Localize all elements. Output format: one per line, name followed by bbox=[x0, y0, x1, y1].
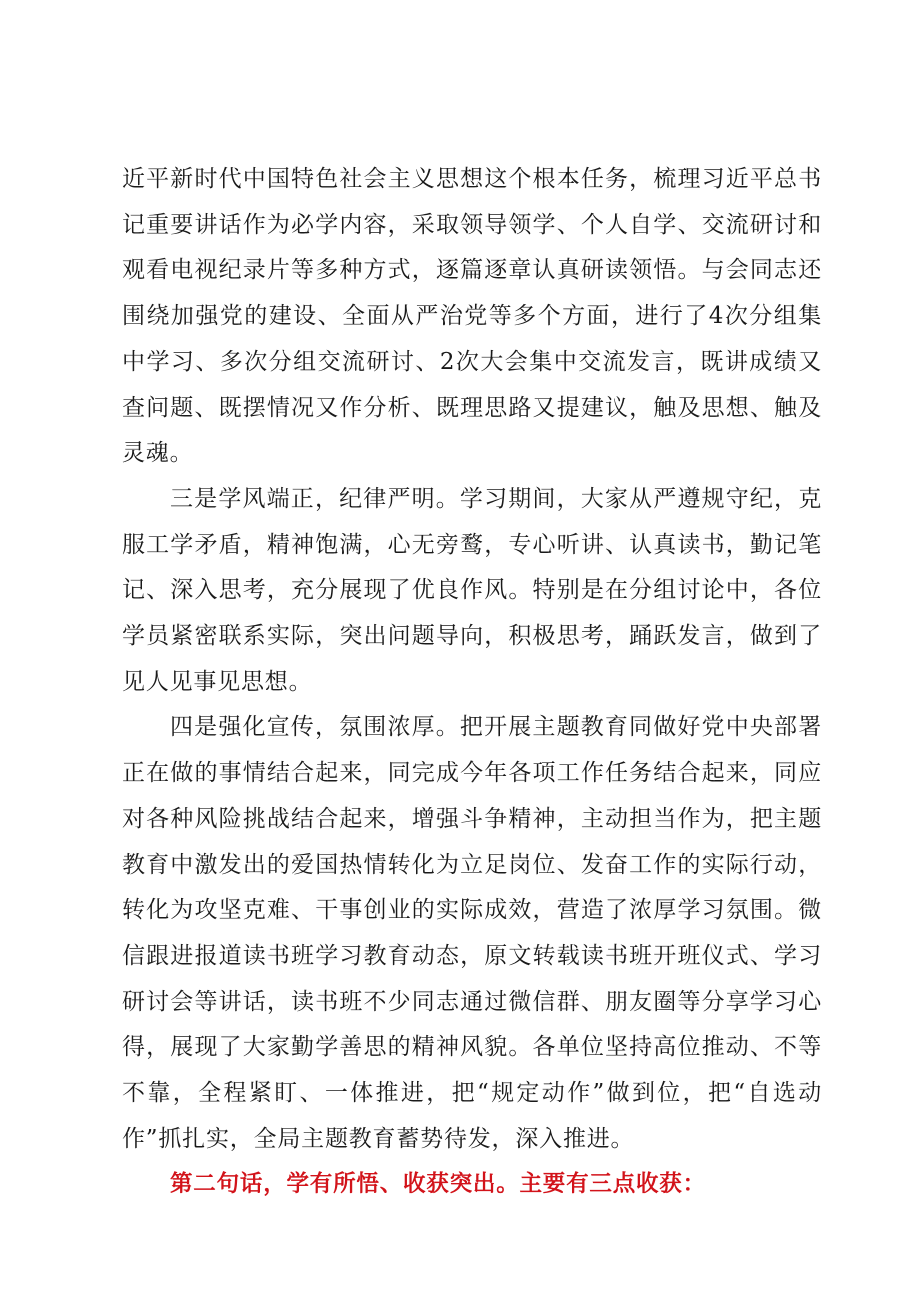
document-body bbox=[122, 157, 822, 1208]
paragraph-study-style: 三是学风端正，纪律严明。学习期间，大家从严遵规守纪，克服工学矛盾，精神饱满，心无旁鹜，专心听讲、认真读书，勤记笔记、深入思考，充分展现了优良作风。特别是在分组讨论中，各位学员紧密联系实际，突出问题导向，积极思考，踊跃发言，做到了见人见事见思想。 bbox=[122, 485, 822, 695]
paragraph-continued: 近平新时代中国特色社会主义思想这个根本任务，梳理习近平总书记重要讲话作为必学内容，采取领导领学、个人自学、交流研讨和观看电视纪录片等多种方式，逐篇逐章认真研读领悟。与会同志还围绕加强党的建设、全面从严治党等多个方面，进行了4次分组集中学习、多次分组交流研讨、2次大会集中交流发言，既讲成绩又查问题、既摆情况又作分析、既理思路又提建议，触及思想、触及灵魂。 bbox=[122, 166, 822, 467]
section-heading: 第二句话，学有所悟、收获突出。主要有三点收获： bbox=[170, 1171, 706, 1198]
paragraph-publicity: 四是强化宣传，氛围浓厚。把开展主题教育同做好党中央部署正在做的事情结合起来，同完成今年各项工作任务结合起来，同应对各种风险挑战结合起来，增强斗争精神，主动担当作为，把主题教育中激发出的爱国热情转化为立足岗位、发奋工作的实际行动，转化为攻坚克难、干事创业的实际成效，营造了浓厚学习氛围。微信跟进报道读书班学习教育动态，原文转载读书班开班仪式、学习研讨会等讲话，读书班不少同志通过微信群、朋友圈等分享学习心得，展现了大家勤学善思的精神风貌。各单位坚持高位推动、不等不靠，全程紧盯、一体推进，把“规定动作”做到位，把“自选动作”抓扎实，全局主题教育蓄势待发，深入推进。 bbox=[122, 714, 822, 1152]
